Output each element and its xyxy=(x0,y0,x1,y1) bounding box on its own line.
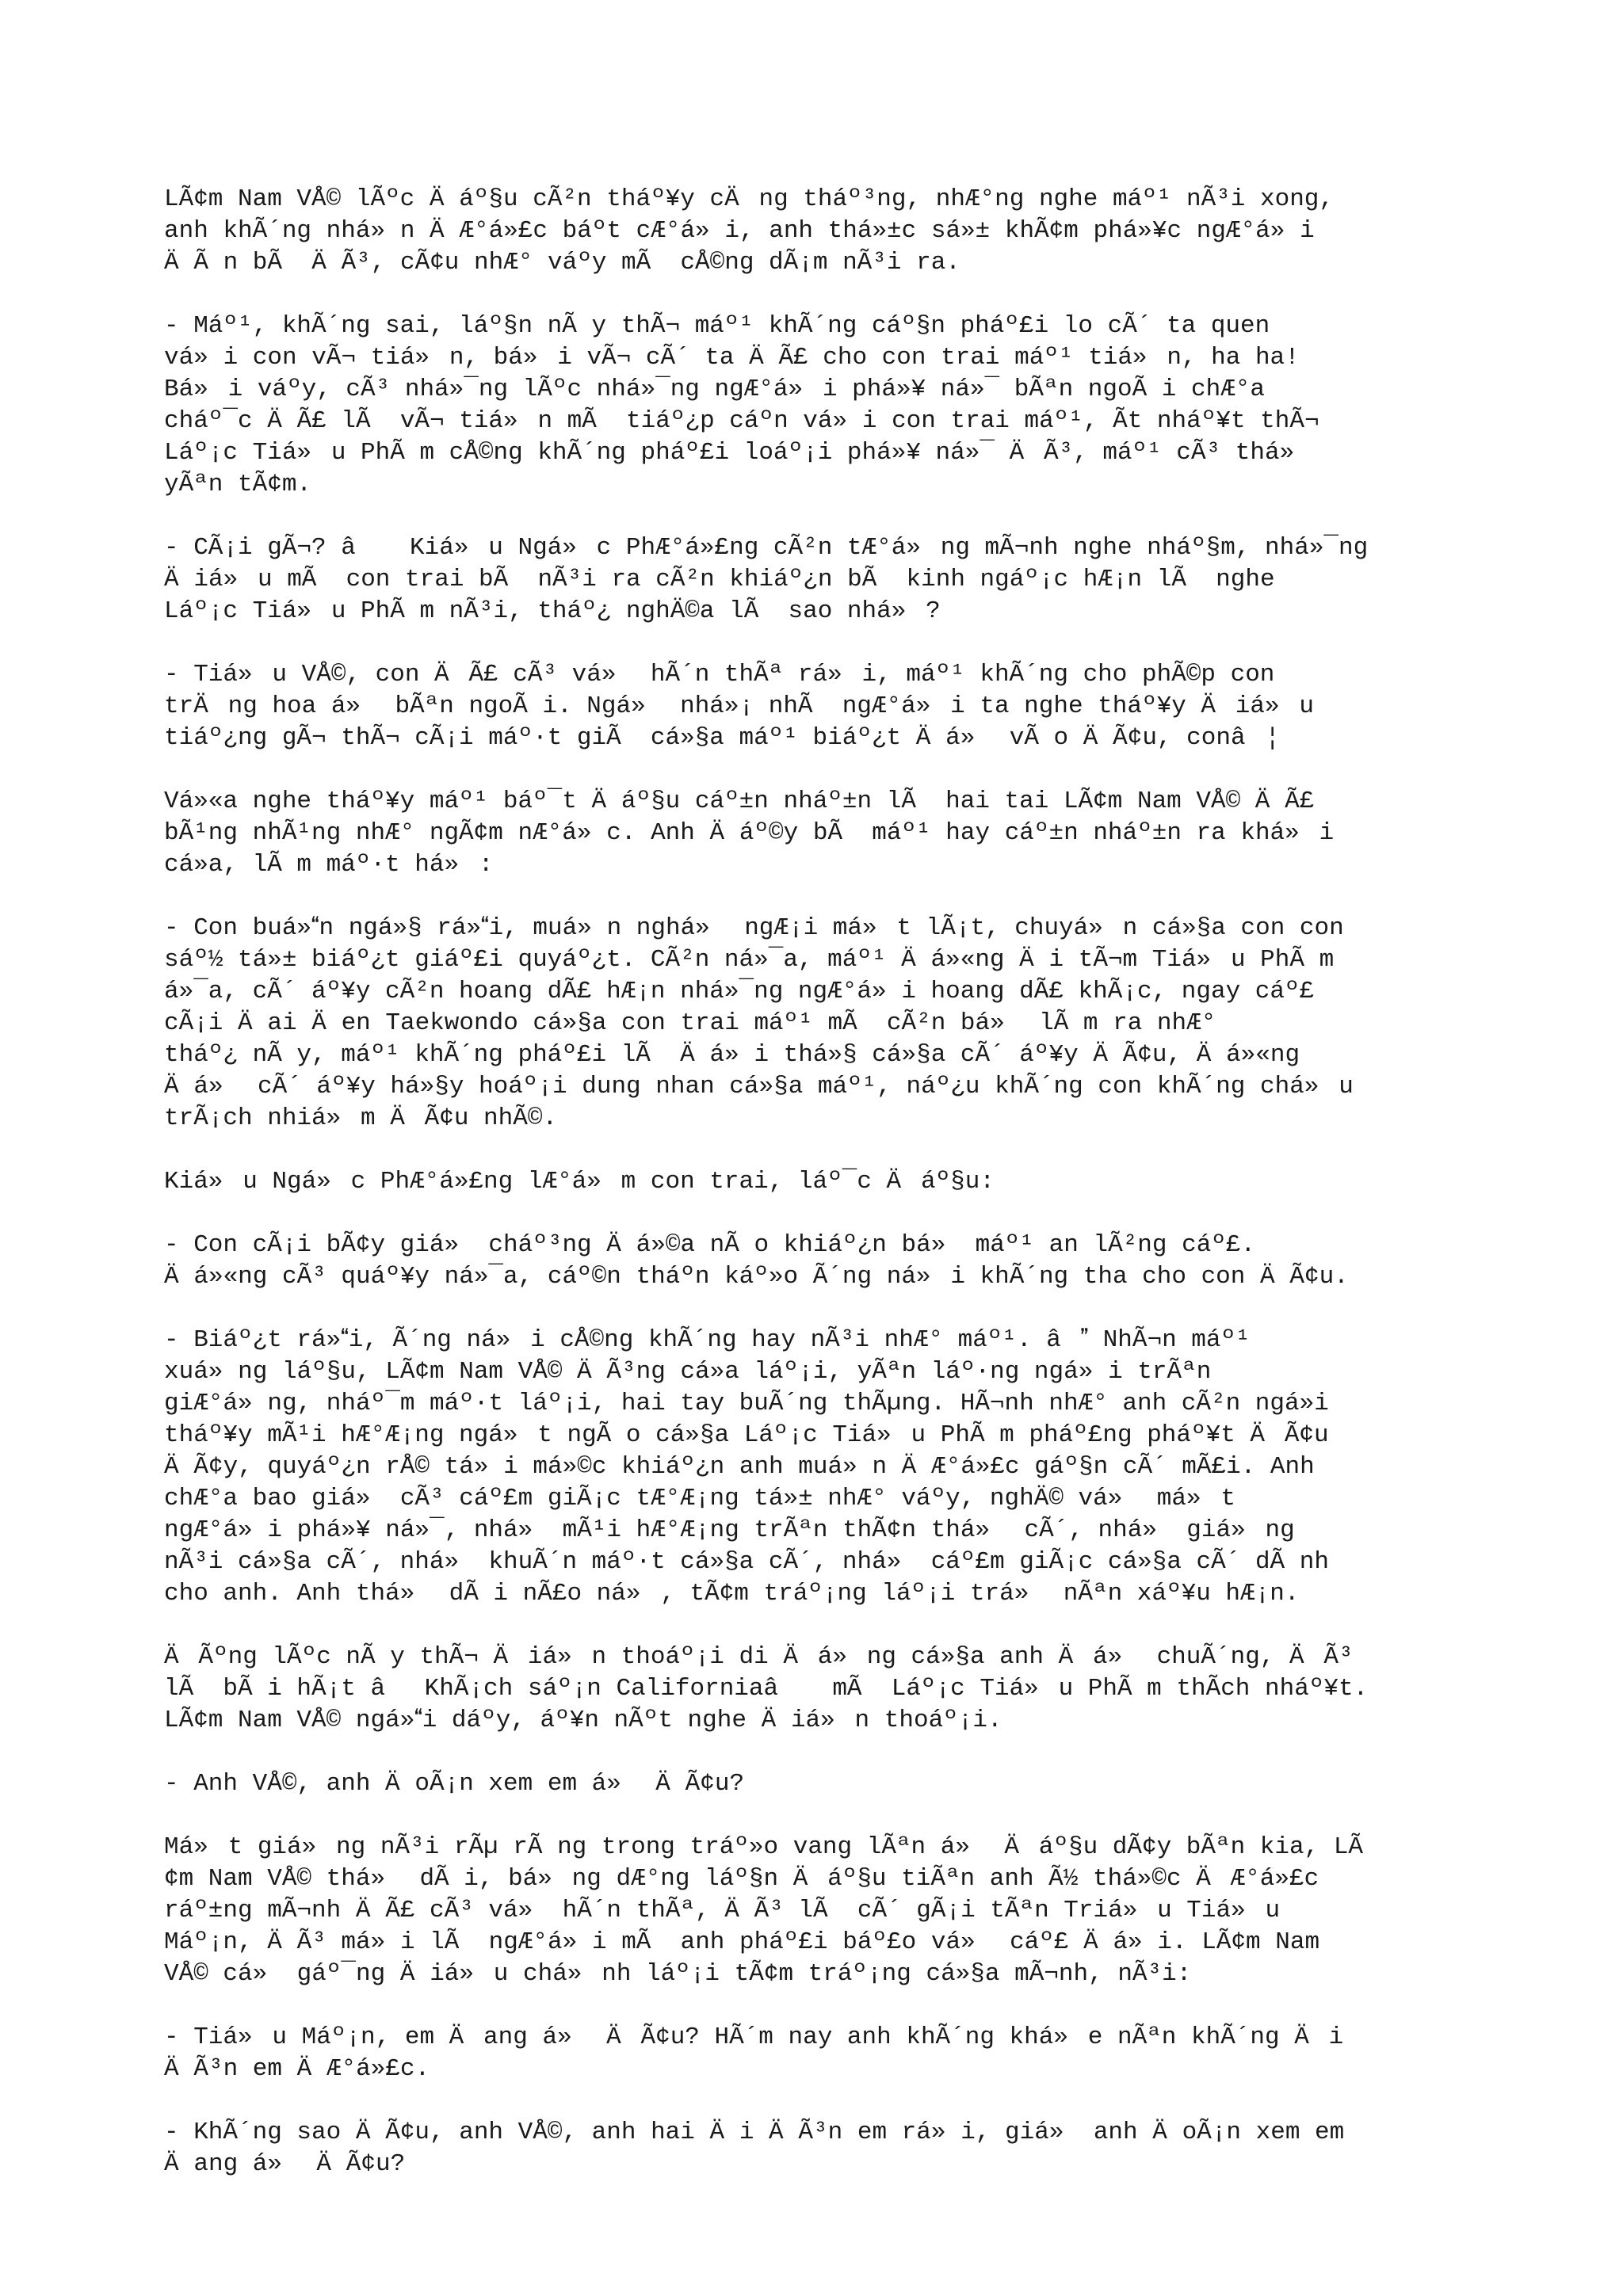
paragraph-5: Vá»«a nghe tháº¥y máº¹ báº¯t Äáº§u cáº±n nháº±n lÃ hai tai LÃ¢m Nam VÅ© ÄÃ£ bÃ¹ng nhÃ¹ng nhÆ° ngÃ¢m nÆ°á»c. Anh Äáº©y bÃ máº¹ hay cáº±n nháº±n ra khá»i cá»a, lÃ m máº·t há»: xyxy=(164,788,1335,879)
paragraph-3: - CÃ¡i gÃ¬? â Kiá»u Ngá»c PhÆ°á»£ng cÃ²n tÆ°á»ng mÃ¬nh nghe nháº§m, nhá»¯ng Äiá»u mÃ con trai bÃ nÃ³i ra cÃ²n khiáº¿n bÃ kinh ngáº¡c hÆ¡n lÃ nghe Láº¡c Tiá»u PhÃ m nÃ³i, tháº¿ nghÄ©a lÃ sao nhá»? xyxy=(164,534,1369,625)
paragraph-11: - Anh VÅ©, anh ÄoÃ¡n xem em á» ÄÃ¢u? xyxy=(164,1770,745,1798)
paragraph-14: - KhÃ´ng sao ÄÃ¢u, anh VÅ©, anh hai Äi ÄÃ³n em rá»i, giá» anh ÄoÃ¡n xem em Äang á» ÄÃ¢u? xyxy=(164,2119,1345,2178)
paragraph-7: Kiá»u Ngá»c PhÆ°á»£ng lÆ°á»m con trai, láº¯c Äáº§u: xyxy=(164,1168,995,1196)
paragraph-13: - Tiá»u Máº¡n, em Äang á» ÄÃ¢u? HÃ´m nay anh khÃ´ng khá»e nÃªn khÃ´ng Äi ÄÃ³n em ÄÆ°á»£c. xyxy=(164,2023,1344,2083)
paragraph-10: ÄÃºng lÃºc nÃ y thÃ¬ Äiá»n thoáº¡i di Äá»ng cá»§a anh Äá» chuÃ´ng, ÄÃ³ lÃ bÃ i hÃ¡t âKhÃ¡ch sáº¡n Californiaâ mÃ Láº¡c Tiá»u PhÃ m thÃch nháº¥t. LÃ¢m Nam VÅ© ngá»i dáºy, áº¥n nÃºt nghe Äiá»n thoáº¡i. xyxy=(164,1643,1369,1734)
paragraph-4: - Tiá»u VÅ©, con ÄÃ£ cÃ³ vá» hÃ´n thÃª rá»i, máº¹ khÃ´ng cho phÃ©p con trÄng hoa á» bÃªn ngoÃ i. Ngá» nhá»¡ nhÃ ngÆ°á»i ta nghe tháº¥y Äiá»u tiáº¿ng gÃ¬ thÃ¬ cÃ¡i máº·t giÃ cá»§a máº¹ biáº¿t Äá» vÃ o ÄÃ¢u, conâ¦ xyxy=(164,661,1315,752)
paragraph-8: - Con cÃ¡i bÃ¢y giá» cháº³ng Äá»©a nÃ o khiáº¿n bá» máº¹ an lÃ²ng cáº£. Äá»«ng cÃ³ quáº¥y ná»¯a, cáº©n tháºn káº»o Ã´ng ná»i khÃ´ng tha cho con ÄÃ¢u. xyxy=(164,1231,1349,1291)
paragraph-12: Má»t giá»ng nÃ³i rÃµ rÃ ng trong tráº»o vang lÃªn á» Äáº§u dÃ¢y bÃªn kia, LÃ ¢m Nam VÅ© thá» dÃ i, bá»ng dÆ°ng láº§n Äáº§u tiÃªn anh Ã½ thá»©c ÄÆ°á»£c ráº±ng mÃ¬nh ÄÃ£ cÃ³ vá» hÃ´n thÃª, ÄÃ³ lÃ cÃ´ gÃ¡i tÃªn Triá»u Tiá»u Máº¡n, ÄÃ³ má»i lÃ ngÆ°á»i mÃ anh pháº£i báº£o vá» cáº£ Äá»i. LÃ¢m Nam VÅ© cá» gáº¯ng Äiá»u chá»nh láº¡i tÃ¢m tráº¡ng cá»§a mÃ¬nh, nÃ³i: xyxy=(164,1833,1364,1988)
paragraph-1: LÃ¢m Nam VÅ© lÃºc Äáº§u cÃ²n tháº¥y cÄng tháº³ng, nhÆ°ng nghe máº¹ nÃ³i xong, anh khÃ´ng nhá»n ÄÆ°á»£c báºt cÆ°á»i, anh thá»±c sá»± khÃ¢m phá»¥c ngÆ°á»i ÄÃ n bÃ ÄÃ³, cÃ¢u nhÆ° váºy mÃ cÅ©ng dÃ¡m nÃ³i ra. xyxy=(164,185,1335,277)
paragraph-6: - Con buá»n ngá»§ rá»i, muá»n nghá» ngÆ¡i má»t lÃ¡t, chuyá»n cá»§a con con sáº½ tá»± biáº¿t giáº£i quyáº¿t. CÃ²n ná»¯a, máº¹ Äá»«ng Äi tÃ¬m Tiá»u PhÃ m á»¯a, cÃ´ áº¥y cÃ²n hoang dÃ£ hÆ¡n nhá»¯ng ngÆ°á»i hoang dÃ£ khÃ¡c, ngay cáº£ cÃ¡i Äai Äen Taekwondo cá»§a con trai máº¹ mÃ cÃ²n bá» lÃ m ra nhÆ° tháº¿ nÃ y, máº¹ khÃ´ng pháº£i lÃ Äá»i thá»§ cá»§a cÃ´ áº¥y ÄÃ¢u, Äá»«ng Äá» cÃ´ áº¥y há»§y hoáº¡i dung nhan cá»§a máº¹, náº¿u khÃ´ng con khÃ´ng chá»u trÃ¡ch nhiá»m ÄÃ¢u nhÃ©. xyxy=(164,914,1354,1132)
paragraph-2: - Máº¹, khÃ´ng sai, láº§n nÃ y thÃ¬ máº¹ khÃ´ng cáº§n pháº£i lo cÃ´ ta quen vá»i con vÃ¬ tiá»n, bá»i vÃ¬ cÃ´ ta ÄÃ£ cho con trai máº¹ tiá»n, ha ha! Bá»i váºy, cÃ³ nhá»¯ng lÃºc nhá»¯ng ngÆ°á»i phá»¥ ná»¯ bÃªn ngoÃ i chÆ°a cháº¯c ÄÃ£ lÃ vÃ¬ tiá»n mÃ tiáº¿p cáºn vá»i con trai máº¹, Ãt nháº¥t thÃ¬ Láº¡c Tiá»u PhÃ m cÅ©ng khÃ´ng pháº£i loáº¡i phá»¥ ná»¯ ÄÃ³, máº¹ cÃ³ thá» yÃªn tÃ¢m. xyxy=(164,312,1319,498)
paragraph-9: - Biáº¿t rá»i, Ã´ng ná»i cÅ©ng khÃ´ng hay nÃ³i nhÆ° máº¹. â NhÃ¬n máº¹ xuá»ng láº§u, LÃ¢m Nam VÅ© ÄÃ³ng cá»a láº¡i, yÃªn láº·ng ngá»i trÃªn giÆ°á»ng, nháº¯m máº·t láº¡i, hai tay buÃ´ng thÃµng. HÃ¬nh nhÆ° anh cÃ²n ngá»i tháº¥y mÃ¹i hÆ°Æ¡ng ngá»t ngÃ o cá»§a Láº¡c Tiá»u PhÃ m pháº£ng pháº¥t ÄÃ¢u ÄÃ¢y, quyáº¿n rÅ© tá»i má»©c khiáº¿n anh muá»n ÄÆ°á»£c gáº§n cÃ´ mÃ£i. Anh chÆ°a bao giá» cÃ³ cáº£m giÃ¡c tÆ°Æ¡ng tá»± nhÆ° váºy, nghÄ© vá» má»t ngÆ°á»i phá»¥ ná»¯, nhá» mÃ¹i hÆ°Æ¡ng trÃªn thÃ¢n thá» cÃ´, nhá» giá»ng nÃ³i cá»§a cÃ´, nhá» khuÃ´n máº·t cá»§a cÃ´, nhá» cáº£m giÃ¡c cá»§a cÃ´ dÃ nh cho anh. Anh thá» dÃ i nÃ£o ná», tÃ¢m tráº¡ng láº¡i trá» nÃªn xáº¥u hÆ¡n. xyxy=(164,1326,1329,1608)
document-body xyxy=(164,184,1480,2212)
